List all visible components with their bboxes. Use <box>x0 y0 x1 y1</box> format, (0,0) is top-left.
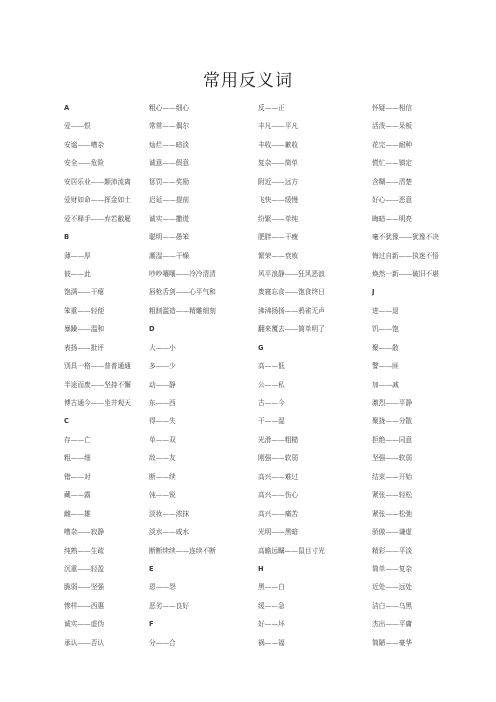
antonym-pair: 淡妆——浓抹 <box>149 509 190 518</box>
antonym-pair: 加——减 <box>372 380 399 389</box>
antonym-pair: 存——亡 <box>64 435 91 444</box>
antonym-pair: 紧张——轻松 <box>372 491 413 500</box>
antonym-pair: 飞快——缓慢 <box>258 196 299 205</box>
antonym-pair: 粗——细 <box>64 454 91 463</box>
antonym-pair: 表扬——批评 <box>64 343 105 352</box>
antonym-pair: 精彩——平淡 <box>372 546 413 555</box>
antonym-pair: 悔过自新——执迷不悟 <box>372 251 439 260</box>
antonym-pair: 慌忙——镇定 <box>372 159 413 168</box>
antonym-pair: 灿烂——暗淡 <box>149 140 190 149</box>
antonym-pair: 毫不犹豫——犹豫不决 <box>372 233 439 242</box>
antonym-pair: 刚强——软弱 <box>258 454 299 463</box>
antonym-pair: 缓——急 <box>258 601 285 610</box>
antonym-pair: 爱——恨 <box>64 122 91 131</box>
antonym-pair: 高瞻远瞩——鼠目寸光 <box>258 546 325 555</box>
antonym-pair: 淡水——咸水 <box>149 528 190 537</box>
antonym-pair: 得——失 <box>149 417 176 426</box>
antonym-pair: 近处——远处 <box>372 583 413 592</box>
antonym-pair: 诚意——假意 <box>149 159 190 168</box>
antonym-pair: 废寝忘食——饱食终日 <box>258 288 325 297</box>
section-letter: A <box>64 104 70 112</box>
antonym-pair: 恶劣——良好 <box>149 601 190 610</box>
antonym-pair: 大——小 <box>149 343 176 352</box>
antonym-pair: 纷繁——单纯 <box>258 214 299 223</box>
antonym-pair: 肥胖——干瘦 <box>258 233 299 242</box>
section-letter: C <box>64 417 69 426</box>
antonym-pair: 爱不释手——弃若敝屣 <box>64 214 131 223</box>
antonym-pair: 敌——友 <box>149 454 176 463</box>
antonym-pair: 潮湿——干燥 <box>149 251 190 260</box>
antonym-pair: 丰凡——平凡 <box>258 122 299 131</box>
antonym-pair: 高兴——难过 <box>258 472 299 481</box>
section-letter: J <box>372 288 375 297</box>
antonym-pair: 迟延——提前 <box>149 196 190 205</box>
antonym-pair: 嘈杂——寂静 <box>64 528 105 537</box>
antonym-pair: 动——静 <box>149 380 176 389</box>
antonym-pair: 安居乐业——颠沛流离 <box>64 177 131 186</box>
antonym-pair: 高——低 <box>258 362 285 371</box>
antonym-pair: 花完——耐种 <box>372 140 413 149</box>
antonym-pair: 暴躁——温和 <box>64 325 105 334</box>
antonym-pair: 古——今 <box>258 399 285 407</box>
antonym-pair: 紧张——松弛 <box>372 509 413 518</box>
antonym-pair: 粗制滥造——精雕细刻 <box>149 306 216 315</box>
antonym-pair: 繁荣——衰败 <box>258 251 299 260</box>
antonym-pair: 高兴——伤心 <box>258 491 299 500</box>
antonym-pair: 进——退 <box>372 306 399 315</box>
section-letter: F <box>149 620 154 629</box>
antonym-pair: 错——对 <box>64 472 91 481</box>
antonym-pair: 分——合 <box>149 638 176 647</box>
antonym-pair: 饥——饱 <box>372 325 399 334</box>
antonym-pair: 笨重——轻便 <box>64 306 105 315</box>
antonym-pair: 爱财如命——挥金如土 <box>64 196 131 205</box>
antonym-pair: 简单——复杂 <box>372 564 413 573</box>
antonym-pair: 好心——恶意 <box>372 196 413 205</box>
antonym-pair: 聪明——愚笨 <box>149 233 190 242</box>
antonym-pair: 聚拢——分散 <box>372 417 413 426</box>
antonym-pair: 吵吵嚷嚷——冷冷清清 <box>149 269 216 278</box>
antonym-pair: 高兴——痛苦 <box>258 509 299 518</box>
antonym-pair: 惩罚——奖励 <box>149 177 190 186</box>
column-2 <box>149 99 253 652</box>
antonym-pair: 光滑——粗糙 <box>258 435 299 444</box>
antonym-pair: 坚强——软弱 <box>372 454 413 463</box>
antonym-pair: 藏——露 <box>64 491 91 500</box>
section-letter: G <box>258 343 264 352</box>
antonym-pair: 干——湿 <box>258 417 285 426</box>
antonym-pair: 光明——黑暗 <box>258 528 299 537</box>
antonym-pair: 附近——远方 <box>258 177 299 186</box>
antonym-pair: 警——匪 <box>372 362 399 371</box>
antonym-pair: 丰收——歉收 <box>258 140 299 149</box>
antonym-pair: 杰出——平庸 <box>372 620 413 629</box>
antonym-pair: 公——私 <box>258 380 285 389</box>
page-title: 常用反义词 <box>203 71 293 91</box>
antonym-pair: 纯熟——生疏 <box>64 546 105 555</box>
section-letter: D <box>149 325 155 334</box>
antonym-pair: 安全——危险 <box>64 159 105 168</box>
antonym-pair: 祸——福 <box>258 638 285 647</box>
antonym-pair: 脆弱——坚强 <box>64 583 105 592</box>
antonym-pair: 钝——锐 <box>149 491 176 500</box>
antonym-pair: 晦暗——明亮 <box>372 214 413 223</box>
antonym-pair: 惨样——西惠 <box>64 601 105 610</box>
antonym-pair: 单——双 <box>149 435 176 444</box>
antonym-pair: 恩——怨 <box>149 583 176 592</box>
antonym-pair: 雌——雄 <box>64 509 91 518</box>
antonym-pair: 激烈——平静 <box>372 399 413 407</box>
antonym-pair: 诚实——撒谎 <box>149 214 190 223</box>
antonym-pair: 断断续续——连续不断 <box>149 546 216 555</box>
antonym-pair: 多——少 <box>149 362 176 371</box>
antonym-pair: 焕然一新——破旧不堪 <box>372 269 439 278</box>
antonym-pair: 薄——厚 <box>64 251 91 260</box>
section-letter: H <box>258 564 264 573</box>
antonym-pair: 怀疑——相信 <box>372 104 413 112</box>
antonym-pair: 简陋——豪华 <box>372 638 413 647</box>
antonym-pair: 别具一格——普普通通 <box>64 362 131 371</box>
antonym-pair: 反——正 <box>258 104 285 112</box>
antonym-pair: 黑——白 <box>258 583 285 592</box>
antonym-pair: 承认——否认 <box>64 638 105 647</box>
antonym-pair: 安谧——嘈杂 <box>64 140 105 149</box>
antonym-pair: 聚——散 <box>372 343 399 352</box>
antonym-pair: 诚实——虚伪 <box>64 620 105 629</box>
antonym-pair: 活泼——呆板 <box>372 122 413 131</box>
antonym-pair: 骄傲——谦虚 <box>372 528 413 537</box>
antonym-pair: 风平浪静——狂风恶浪 <box>258 269 325 278</box>
antonym-pair: 断——续 <box>149 472 176 481</box>
antonym-pair: 沸沸扬扬——鸦雀无声 <box>258 306 325 315</box>
antonym-pair: 拒绝——同意 <box>372 435 413 444</box>
antonym-pair: 洁白——乌黑 <box>372 601 413 610</box>
antonym-pair: 翻来覆去——简单明了 <box>258 325 325 334</box>
column-4 <box>372 99 472 652</box>
section-letter: B <box>64 233 70 242</box>
antonym-pair: 博古通今——坐井观天 <box>64 399 131 407</box>
antonym-pair: 饱满——干瘪 <box>64 288 105 297</box>
column-3 <box>258 99 366 652</box>
section-letter: E <box>149 564 154 573</box>
antonym-pair: 唇枪舌剑——心平气和 <box>149 288 216 297</box>
antonym-pair: 半途而废——坚持不懈 <box>64 380 131 389</box>
antonym-pair: 彼——此 <box>64 269 91 278</box>
antonym-pair: 结束——开始 <box>372 472 413 481</box>
antonym-pair: 东——西 <box>149 399 176 407</box>
antonym-pair: 含糊——清楚 <box>372 177 413 186</box>
antonym-pair: 好——坏 <box>258 620 285 629</box>
antonym-pair: 复杂——简单 <box>258 159 299 168</box>
antonym-pair: 常常——偶尔 <box>149 122 190 131</box>
antonym-pair: 粗心——细心 <box>149 104 190 112</box>
antonym-pair: 沉重——轻盈 <box>64 564 105 573</box>
